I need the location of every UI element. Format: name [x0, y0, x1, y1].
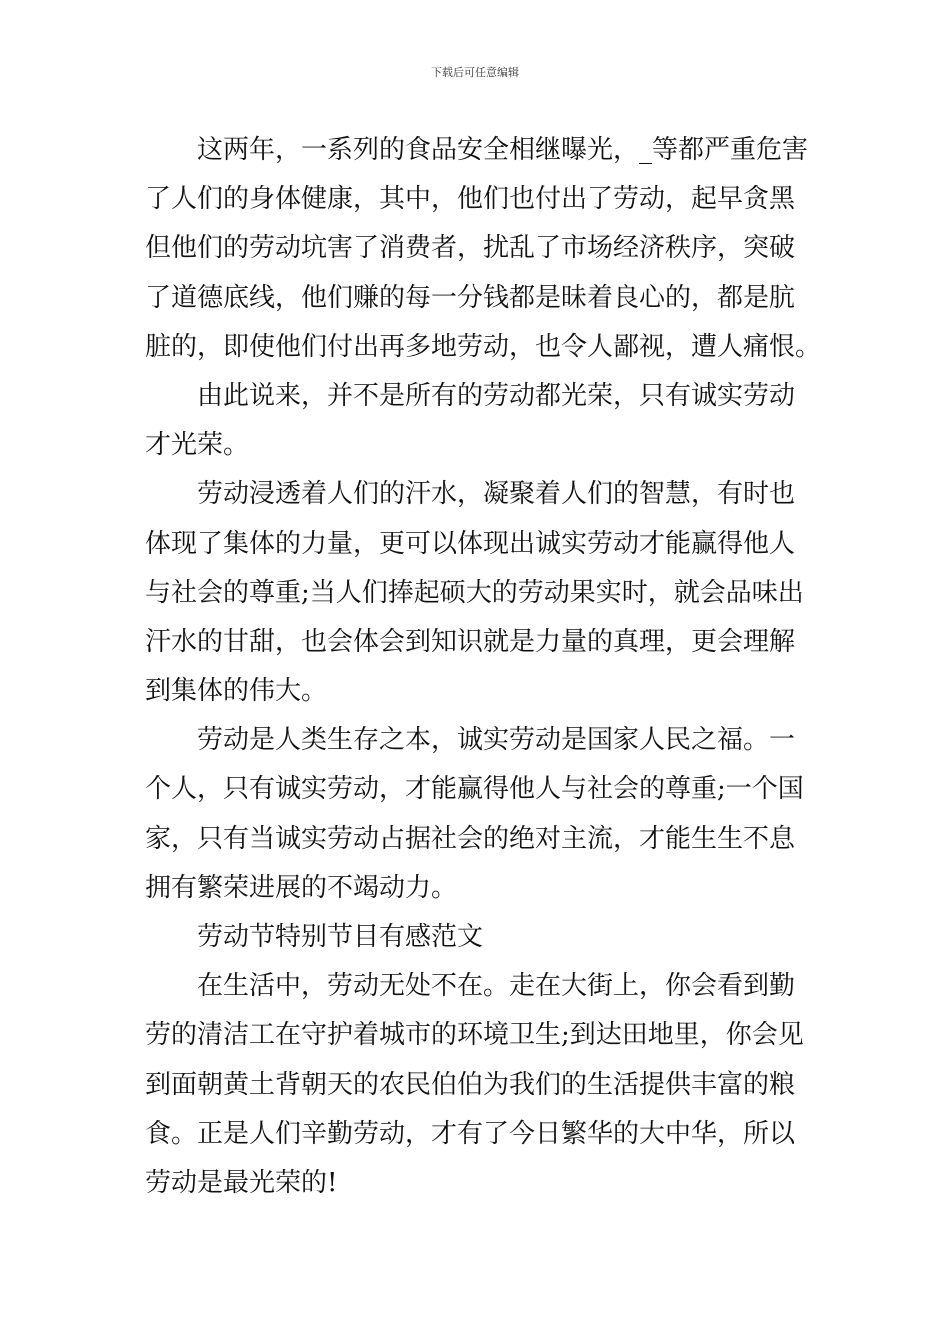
text-line: 但他们的劳动坑害了消费者，扰乱了市场经济秩序，突破 [145, 233, 796, 264]
text-line: 了道德底线，他们赚的每一分钱都是昧着良心的，都是肮 [145, 282, 796, 313]
text-line: 个人，只有诚实劳动，才能赢得他人与社会的尊重;一个国 [145, 774, 804, 805]
text-line: 了人们的身体健康，其中，他们也付出了劳动，起早贪黑 [145, 184, 796, 215]
header-note: 下载后可任意编辑 [431, 66, 519, 79]
text-line: 劳动是最光荣的! [145, 1167, 338, 1198]
text-line: 家，只有当诚实劳动占据社会的绝对主流，才能生生不息 [145, 823, 796, 854]
text-line: 劳的清洁工在守护着城市的环境卫生;到达田地里，你会见 [145, 1020, 804, 1051]
text-line: 汗水的甘甜，也会体会到知识就是力量的真理，更会理解 [145, 626, 796, 657]
text-line: 由此说来，并不是所有的劳动都光荣，只有诚实劳动 [197, 380, 796, 411]
text-line: 到面朝黄土背朝天的农民伯伯为我们的生活提供丰富的粮 [145, 1069, 796, 1100]
section-heading: 劳动节特别节目有感范文 [197, 922, 484, 952]
text-line: 才光荣。 [145, 430, 250, 461]
text-line: 食。正是人们辛勤劳动，才有了今日繁华的大中华，所以 [145, 1118, 796, 1149]
text-line: 这两年，一系列的食品安全相继曝光，_等都严重危害 [197, 135, 809, 165]
document-body [145, 126, 822, 1208]
text-line: 到集体的伟大。 [145, 676, 328, 707]
text-line: 劳动是人类生存之本，诚实劳动是国家人民之福。一 [197, 725, 796, 756]
text-line: 劳动浸透着人们的汗水，凝聚着人们的智慧，有时也 [197, 479, 796, 510]
text-line: 体现了集体的力量，更可以体现出诚实劳动才能赢得他人 [145, 528, 796, 559]
text-line: 拥有繁荣进展的不竭动力。 [145, 872, 458, 903]
text-line: 脏的，即使他们付出再多地劳动，也令人鄙视，遭人痛恨。 [145, 331, 822, 362]
text-line: 在生活中，劳动无处不在。走在大街上，你会看到勤 [197, 971, 796, 1002]
text-line: 与社会的尊重;当人们捧起硕大的劳动果实时，就会品味出 [145, 577, 804, 608]
